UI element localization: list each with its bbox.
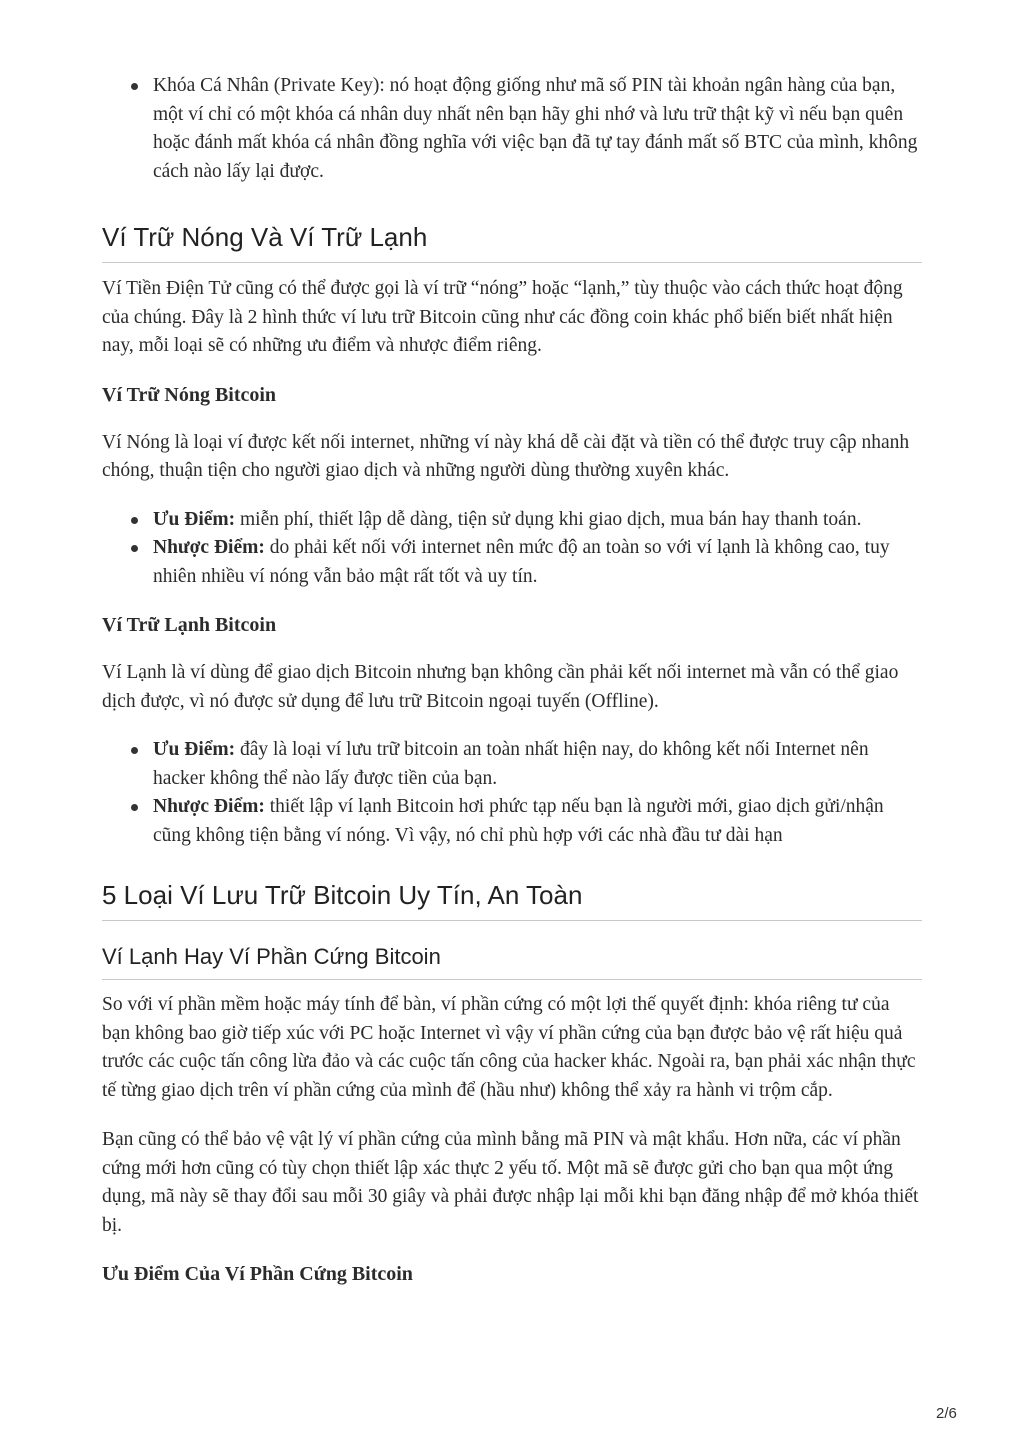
hardware-wallet-heading: Ví Lạnh Hay Ví Phần Cứng Bitcoin xyxy=(102,943,922,980)
hot-wallet-text: Ví Nóng là loại ví được kết nối internet, những ví này khá dễ cài đặt và tiền có thể được truy cập nhanh chóng, thuận tiện cho người giao dịch và những người dùng thường xuyên khác. xyxy=(102,431,910,481)
hardware-pros-heading: Ưu Điểm Của Ví Phần Cứng Bitcoin xyxy=(102,1263,413,1285)
cons-label: Nhược Điểm: xyxy=(153,796,265,817)
page-number: 2/6 xyxy=(936,1405,957,1422)
cons-label: Nhược Điểm: xyxy=(153,537,265,558)
pros-text: miễn phí, thiết lập dễ dàng, tiện sử dụng khi giao dịch, mua bán hay thanh toán. xyxy=(235,508,862,530)
pros-label: Ưu Điểm: xyxy=(153,739,236,760)
list-item-pros xyxy=(153,506,922,535)
list-item-cons xyxy=(153,793,922,850)
cold-wallet-list xyxy=(102,736,922,850)
document-page xyxy=(102,0,922,1287)
section-heading-hot-cold: Ví Trữ Nóng Và Ví Trữ Lạnh xyxy=(102,221,922,263)
private-key-list xyxy=(102,72,922,186)
hardware-wallet-para-2: Bạn cũng có thể bảo vệ vật lý ví phần cứng của mình bằng mã PIN và mật khẩu. Hơn nữa, các ví phần cứng mới hơn cũng có tùy chọn thiết lập xác thực 2 yếu tố. Một mã sẽ được gửi cho bạn qua một ứng dụng, mã này sẽ thay đổi sau mỗi 30 giây và phải được nhập lại mỗi khi bạn đăng nhập để mở khóa thiết bị. xyxy=(102,1129,919,1236)
hot-wallet-heading: Ví Trữ Nóng Bitcoin xyxy=(102,383,277,406)
list-item-cons xyxy=(153,534,922,591)
list-item-pros xyxy=(153,736,922,793)
hot-wallet-list xyxy=(102,506,922,592)
cons-text: do phải kết nối với internet nên mức độ an toàn so với ví lạnh là không cao, tuy nhiên nhiều ví nóng vẫn bảo mật rất tốt và uy tín. xyxy=(153,537,890,587)
cold-wallet-heading: Ví Trữ Lạnh Bitcoin xyxy=(102,614,277,636)
pros-text: đây là loại ví lưu trữ bitcoin an toàn nhất hiện nay, do không kết nối Internet nên hacker không thể nào lấy được tiền của bạn. xyxy=(153,739,869,789)
list-item: Khóa Cá Nhân (Private Key): nó hoạt động giống như mã số PIN tài khoản ngân hàng của bạn, một ví chỉ có một khóa cá nhân duy nhất nên bạn hãy ghi nhớ và lưu trữ thật kỹ vì nếu bạn quên hoặc đánh mất khóa cá nhân đồng nghĩa với việc bạn đã tự tay đánh mất số BTC của mình, không cách nào lấy lại được. xyxy=(153,72,922,186)
section-heading-wallet-types: 5 Loại Ví Lưu Trữ Bitcoin Uy Tín, An Toàn xyxy=(102,879,922,921)
hardware-wallet-para-1: So với ví phần mềm hoặc máy tính để bàn, ví phần cứng có một lợi thế quyết định: khóa riêng tư của bạn không bao giờ tiếp xúc với PC hoặc Internet vì vậy ví phần cứng của bạn được bảo vệ rất hiệu quả trước các cuộc tấn công lừa đảo và các cuộc tấn công của hacker khác. Ngoài ra, bạn phải xác nhận thực tế từng giao dịch trên ví phần cứng của mình để (hầu như) không thể xảy ra hành vi trộm cắp. xyxy=(102,994,916,1101)
cold-wallet-text: Ví Lạnh là ví dùng để giao dịch Bitcoin nhưng bạn không cần phải kết nối internet mà vẫn có thể giao dịch được, vì nó được sử dụng để lưu trữ Bitcoin ngoại tuyến (Offline). xyxy=(102,662,899,712)
pros-label: Ưu Điểm: xyxy=(153,508,236,530)
cons-text: thiết lập ví lạnh Bitcoin hơi phức tạp nếu bạn là người mới, giao dịch gửi/nhận cũng không tiện bằng ví nóng. Vì vậy, nó chỉ phù hợp với các nhà đầu tư dài hạn xyxy=(153,796,884,846)
section-intro: Ví Tiền Điện Tử cũng có thể được gọi là ví trữ “nóng” hoặc “lạnh,” tùy thuộc vào cách thức hoạt động của chúng. Đây là 2 hình thức ví lưu trữ Bitcoin cũng như các đồng coin khác phổ biến biết nhất hiện nay, mỗi loại sẽ có những ưu điểm và nhược điểm riêng. xyxy=(102,278,903,356)
